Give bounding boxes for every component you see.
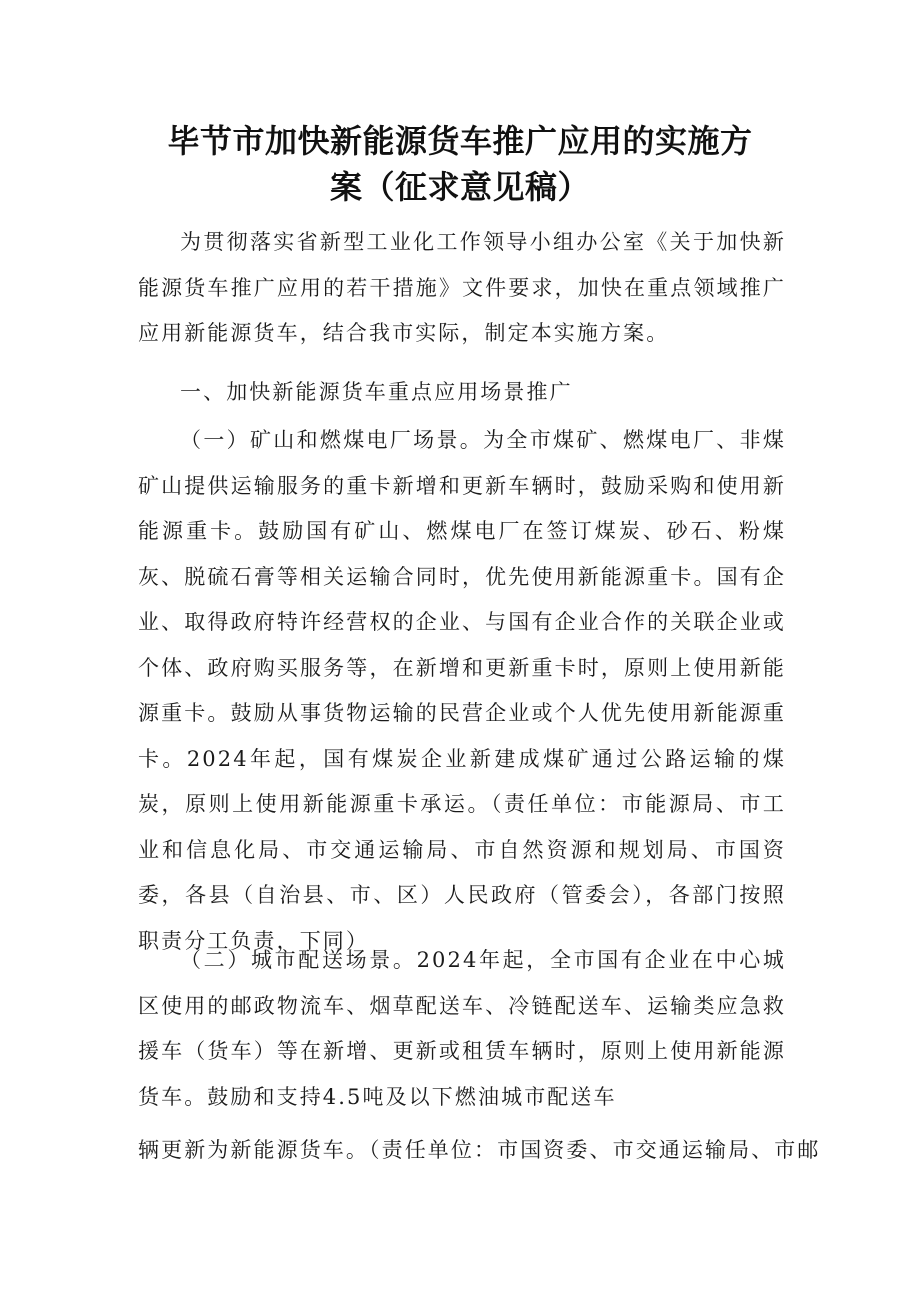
intro-paragraph: 为贯彻落实省新型工业化工作领导小组办公室《关于加快新能源货车推广应用的若干措施》文件要求，加快在重点领域推广应用新能源货车，结合我市实际，制定本实施方案。	[138, 230, 786, 345]
section-heading-1: 一、加快新能源货车重点应用场景推广	[180, 380, 573, 404]
document-title-line-2: 案（征求意见稿）	[329, 168, 590, 206]
section-2-paragraph: （二）城市配送场景。2024年起，全市国有企业在中心城区使用的邮政物流车、烟草配送车、冷链配送车、运输类应急救援车（货车）等在新增、更新或租赁车辆时，原则上使用新能源货车。鼓励和支持4.5吨及以下燃油城市配送车	[138, 948, 786, 1109]
section-1-paragraph: （一）矿山和燃煤电厂场景。为全市煤矿、燃煤电厂、非煤矿山提供运输服务的重卡新增和更新车辆时，鼓励采购和使用新能源重卡。鼓励国有矿山、燃煤电厂在签订煤炭、砂石、粉煤灰、脱硫石膏等相关运输合同时，优先使用新能源重卡。国有企业、取得政府特许经营权的企业、与国有企业合作的关联企业或个体、政府购买服务等，在新增和更新重卡时，原则上使用新能源重卡。鼓励从事货物运输的民营企业或个人优先使用新能源重卡。2024年起，国有煤炭企业新建成煤矿通过公路运输的煤炭，原则上使用新能源重卡承运。（责任单位：市能源局、市工业和信息化局、市交通运输局、市自然资源和规划局、市国资委，各县（自治县、市、区）人民政府（管委会），各部门按照职责分工负责，下同）	[138, 428, 786, 953]
continuation-line: 辆更新为新能源货车。（责任单位：市国资委、市交通运输局、市邮	[138, 1138, 821, 1162]
document-title-line-1: 毕节市加快新能源货车推广应用的实施方	[167, 122, 753, 160]
